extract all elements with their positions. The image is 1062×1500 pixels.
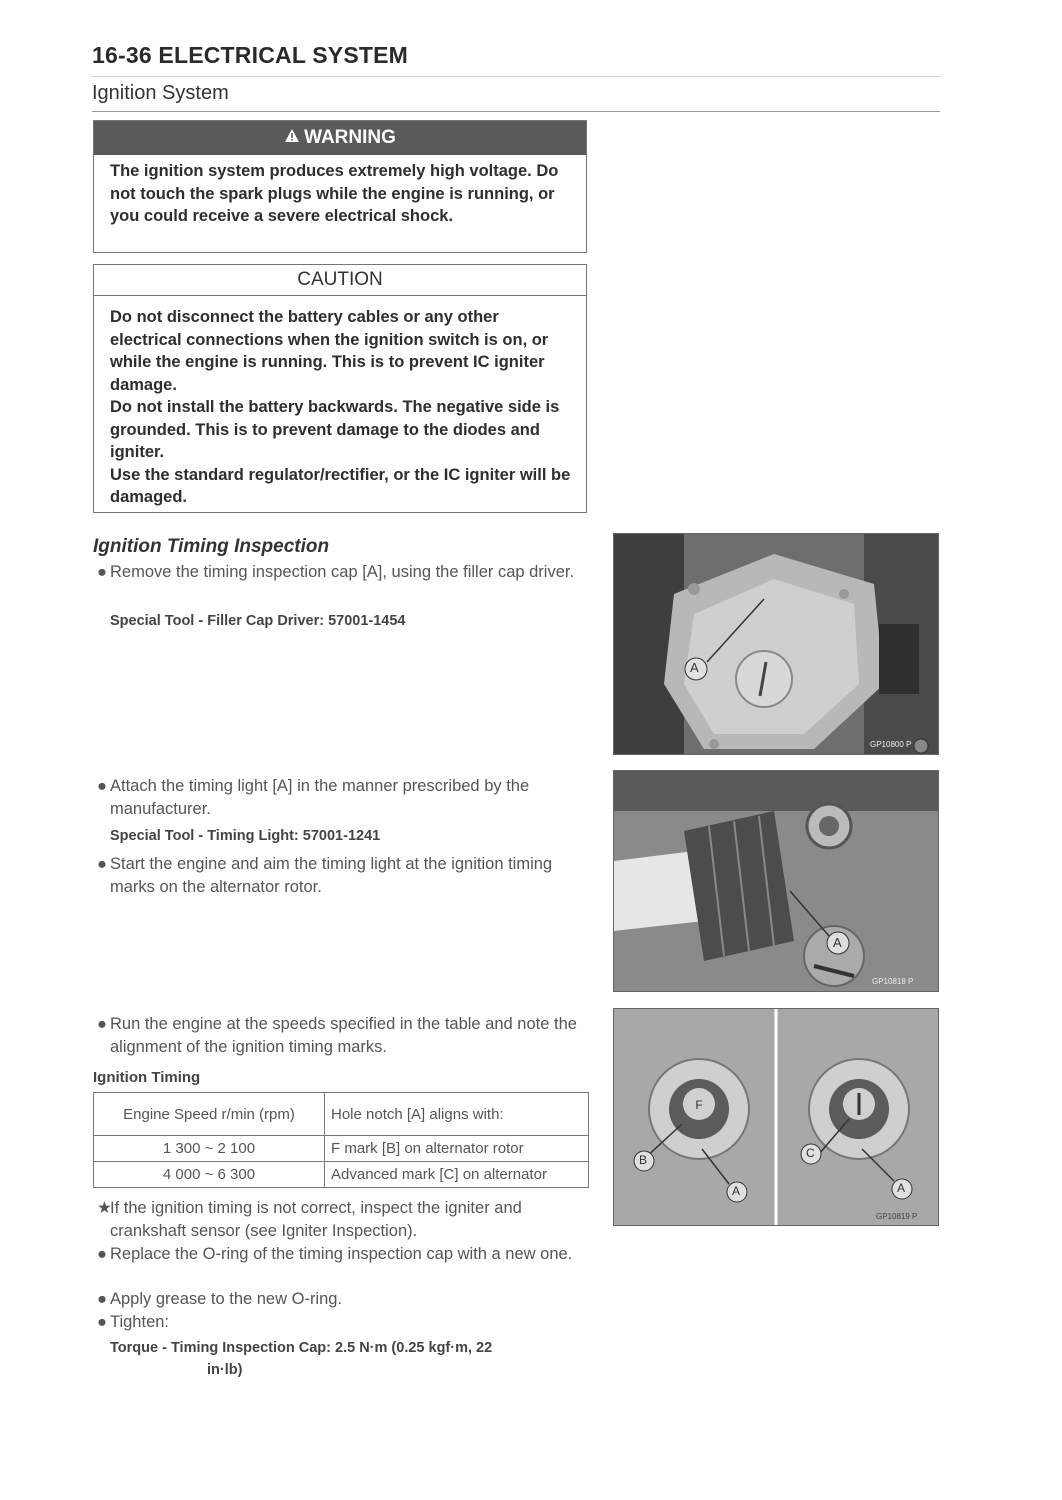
step-text: Run the engine at the speeds specified in the table and note the alignment of the ignition timing marks. [110, 1015, 577, 1056]
step-remove-cap [97, 561, 588, 584]
caution-line: Use the standard regulator/rectifier, or the IC igniter will be damaged. [110, 465, 571, 506]
figure-label: A [690, 660, 699, 675]
step-text: Replace the O-ring of the timing inspection cap with a new one. [110, 1245, 573, 1263]
table-row [94, 1136, 589, 1162]
caution-line: Do not disconnect the battery cables or any other electrical connections when the ignition switch is on, or while the engine is running. This is to prevent IC igniter damage. [110, 308, 549, 394]
warning-title: WARNING [304, 127, 396, 148]
table-cell: 4 000 ~ 6 300 [94, 1162, 325, 1188]
torque-line: in·lb) [207, 1362, 243, 1378]
warning-triangle-icon [284, 121, 300, 155]
caution-line: Do not install the battery backwards. The negative side is grounded. This is to prevent damage to the diodes and igniter. [110, 398, 560, 461]
table-row [94, 1162, 589, 1188]
figure-timing-light-photo [613, 770, 939, 992]
figure-label: C [806, 1146, 815, 1160]
warning-text: The ignition system produces extremely high voltage. Do not touch the spark plugs while the engine is running, or you could receive a severe electrical shock. [110, 162, 559, 225]
step-check-igniter [97, 1197, 588, 1243]
figure-label: A [897, 1181, 906, 1195]
bullet-icon: ● [97, 855, 107, 873]
table-cell: Advanced mark [C] on alternator [325, 1162, 589, 1188]
step-start-engine [97, 853, 588, 899]
figure-code: GP10800 P [870, 740, 912, 749]
table-cell: F mark [B] on alternator rotor [325, 1136, 589, 1162]
ignition-timing-table [93, 1092, 589, 1188]
svg-text:F: F [695, 1098, 703, 1112]
step-text: Apply grease to the new O-ring. [110, 1290, 343, 1308]
header-divider [92, 76, 940, 77]
step-text: Remove the timing inspection cap [A], using the filler cap driver. [110, 563, 575, 581]
star-marker: ★ [97, 1199, 112, 1217]
warning-header [94, 121, 586, 155]
bullet-icon: ● [97, 1290, 107, 1308]
warning-box [93, 120, 587, 253]
table-header-cell: Hole notch [A] aligns with: [325, 1093, 589, 1136]
figure-label: B [639, 1153, 648, 1167]
step-text: Attach the timing light [A] in the manner prescribed by the manufacturer. [110, 777, 530, 818]
subheader-divider [92, 111, 940, 112]
step-text: Tighten: [110, 1313, 170, 1331]
table-header-row [94, 1093, 589, 1136]
figure-inspection-cap-photo [613, 533, 939, 755]
step-apply-grease [97, 1288, 588, 1311]
step-replace-oring [97, 1243, 588, 1266]
figure-code: GP10819 P [876, 1212, 918, 1221]
page-subsection-title: Ignition System [92, 82, 229, 104]
torque-spec [110, 1337, 492, 1381]
step-run-engine [97, 1013, 588, 1059]
bullet-icon: ● [97, 1245, 107, 1263]
caution-box [93, 264, 587, 513]
special-tool-timing-light: Special Tool - Timing Light: 57001-1241 [110, 828, 381, 844]
figure-timing-marks-photo [613, 1008, 939, 1226]
torque-line: Torque - Timing Inspection Cap: 2.5 N·m (0.25 kgf·m, 22 [110, 1340, 493, 1356]
table-title: Ignition Timing [93, 1069, 201, 1086]
table-header-cell: Engine Speed r/min (rpm) [94, 1093, 325, 1136]
page-section-title: 16-36 ELECTRICAL SYSTEM [92, 42, 409, 68]
figure-label: A [833, 935, 842, 950]
bullet-icon: ● [97, 563, 107, 581]
bullet-icon: ● [97, 1313, 107, 1331]
step-tighten [97, 1311, 588, 1334]
figure-label: A [732, 1184, 741, 1198]
table-cell: 1 300 ~ 2 100 [94, 1136, 325, 1162]
bullet-icon: ● [97, 1015, 107, 1033]
step-attach-timing-light [97, 775, 588, 821]
step-text: If the ignition timing is not correct, inspect the igniter and crankshaft sensor (see Igniter Inspection). [110, 1199, 522, 1240]
step-text: Start the engine and aim the timing light at the ignition timing marks on the alternator rotor. [110, 855, 553, 896]
figure-code: GP10818 P [872, 977, 914, 986]
caution-title: CAUTION [94, 265, 586, 296]
bullet-icon: ● [97, 777, 107, 795]
special-tool-filler-cap: Special Tool - Filler Cap Driver: 57001-1454 [110, 613, 406, 629]
inspection-title: Ignition Timing Inspection [93, 536, 330, 557]
caution-text [94, 296, 586, 509]
